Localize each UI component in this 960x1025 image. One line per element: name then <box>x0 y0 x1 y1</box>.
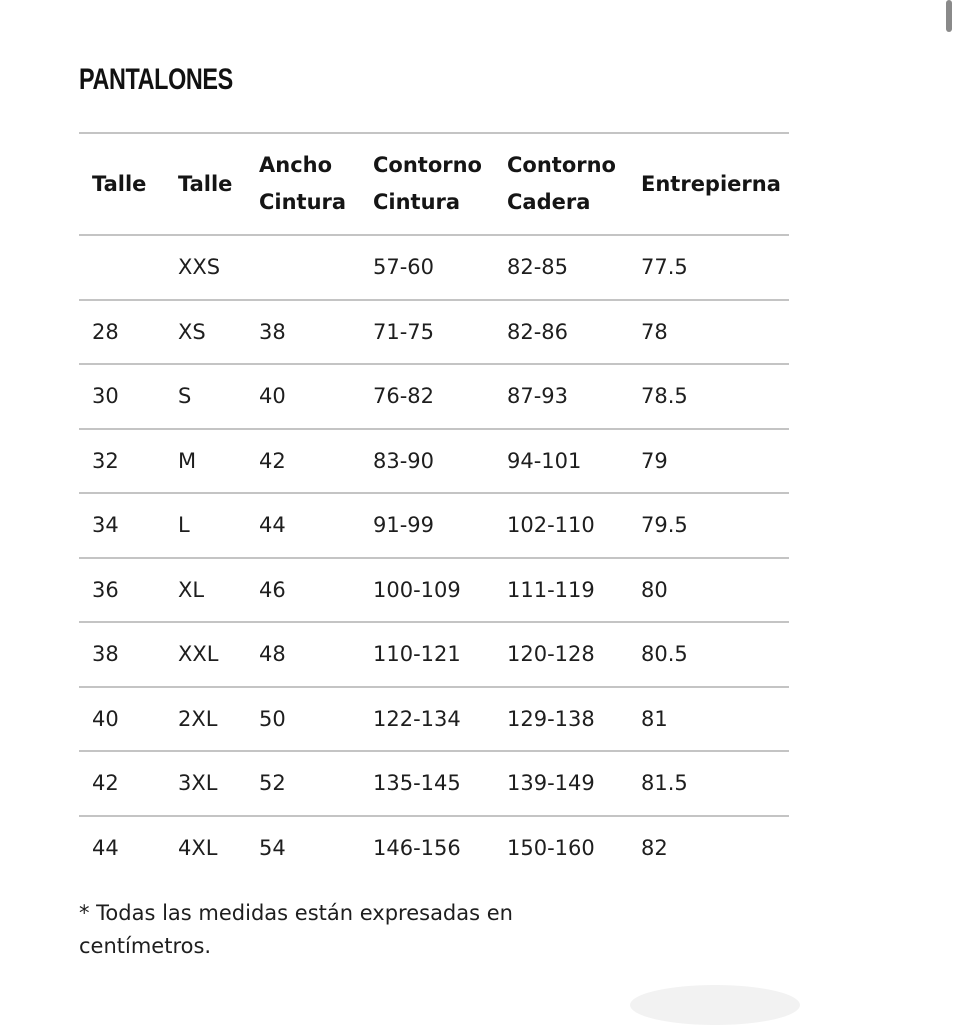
header-row <box>79 133 789 235</box>
cell-contorno-cadera: 120-128 <box>507 642 595 667</box>
cell-talle-numeric: 40 <box>92 706 119 731</box>
cell-contorno-cintura: 91-99 <box>373 513 435 538</box>
size-chart-table <box>79 132 789 880</box>
cell-ancho-cintura: 50 <box>259 706 286 731</box>
cell-ancho-cintura: 40 <box>259 384 286 409</box>
cell-talle-numeric: 38 <box>92 642 119 667</box>
cell-ancho-cintura: 54 <box>259 836 286 861</box>
table-row <box>79 300 789 365</box>
cell-talle-numeric: 34 <box>92 513 119 538</box>
cell-talle-numeric: 28 <box>92 319 119 344</box>
cell-ancho-cintura <box>259 235 373 300</box>
cell-contorno-cadera: 150-160 <box>507 836 595 861</box>
cell-talle-numeric: 44 <box>92 836 119 861</box>
cell-talle-letter: 2XL <box>178 706 218 731</box>
cell-contorno-cintura: 76-82 <box>373 384 435 409</box>
cell-talle-letter: L <box>178 513 190 538</box>
scrollbar-thumb[interactable] <box>946 0 952 32</box>
cell-talle-numeric: 42 <box>92 771 119 796</box>
cell-ancho-cintura: 42 <box>259 448 286 473</box>
cell-contorno-cadera: 139-149 <box>507 771 595 796</box>
cell-entrepierna: 82 <box>641 836 668 861</box>
cell-ancho-cintura: 44 <box>259 513 286 538</box>
cell-contorno-cintura: 57-60 <box>373 255 435 280</box>
footnote: * Todas las medidas están expresadas en centímetros. <box>79 901 513 958</box>
decorative-shadow <box>630 985 800 1025</box>
table-row <box>79 364 789 429</box>
cell-contorno-cintura: 122-134 <box>373 706 461 731</box>
cell-contorno-cintura: 135-145 <box>373 771 461 796</box>
cell-talle-numeric: 30 <box>92 384 119 409</box>
cell-entrepierna: 77.5 <box>641 255 688 280</box>
table-body <box>79 235 789 880</box>
table-row <box>79 493 789 558</box>
table-row <box>79 429 789 494</box>
cell-entrepierna: 78.5 <box>641 384 688 409</box>
header-contorno-cadera: Contorno Cadera <box>507 153 616 214</box>
cell-talle-letter: M <box>178 448 197 473</box>
cell-talle-letter: XXL <box>178 642 219 667</box>
cell-contorno-cintura: 146-156 <box>373 836 461 861</box>
header-contorno-cintura: Contorno Cintura <box>373 153 482 214</box>
cell-contorno-cadera: 82-85 <box>507 255 569 280</box>
cell-talle-letter: 4XL <box>178 836 218 861</box>
table-header <box>79 133 789 235</box>
table-row <box>79 558 789 623</box>
table-row <box>79 816 789 881</box>
cell-entrepierna: 80 <box>641 577 668 602</box>
cell-contorno-cadera: 82-86 <box>507 319 569 344</box>
cell-contorno-cadera: 111-119 <box>507 577 595 602</box>
header-entrepierna: Entrepierna <box>641 171 781 196</box>
table-row <box>79 235 789 300</box>
table-row <box>79 751 789 816</box>
table-row <box>79 687 789 752</box>
page-title: PANTALONES <box>79 63 233 96</box>
cell-contorno-cadera: 102-110 <box>507 513 595 538</box>
cell-contorno-cadera: 129-138 <box>507 706 595 731</box>
cell-ancho-cintura: 48 <box>259 642 286 667</box>
header-ancho-cintura: Ancho Cintura <box>259 153 347 214</box>
cell-contorno-cintura: 71-75 <box>373 319 435 344</box>
cell-talle-numeric: 32 <box>92 448 119 473</box>
cell-talle-letter: XXS <box>178 255 221 280</box>
cell-talle-numeric <box>79 235 178 300</box>
cell-entrepierna: 81 <box>641 706 668 731</box>
cell-talle-numeric: 36 <box>92 577 119 602</box>
cell-talle-letter: 3XL <box>178 771 218 796</box>
header-talle-letter: Talle <box>178 171 233 196</box>
cell-talle-letter: S <box>178 384 192 409</box>
cell-entrepierna: 78 <box>641 319 668 344</box>
cell-contorno-cintura: 110-121 <box>373 642 461 667</box>
cell-talle-letter: XS <box>178 319 206 344</box>
cell-contorno-cadera: 94-101 <box>507 448 582 473</box>
cell-ancho-cintura: 46 <box>259 577 286 602</box>
cell-contorno-cintura: 83-90 <box>373 448 435 473</box>
cell-ancho-cintura: 38 <box>259 319 286 344</box>
cell-contorno-cintura: 100-109 <box>373 577 461 602</box>
cell-entrepierna: 80.5 <box>641 642 688 667</box>
cell-entrepierna: 79 <box>641 448 668 473</box>
cell-talle-letter: XL <box>178 577 205 602</box>
cell-entrepierna: 81.5 <box>641 771 688 796</box>
cell-entrepierna: 79.5 <box>641 513 688 538</box>
cell-contorno-cadera: 87-93 <box>507 384 569 409</box>
header-talle-numeric: Talle <box>92 171 147 196</box>
cell-ancho-cintura: 52 <box>259 771 286 796</box>
table-row <box>79 622 789 687</box>
